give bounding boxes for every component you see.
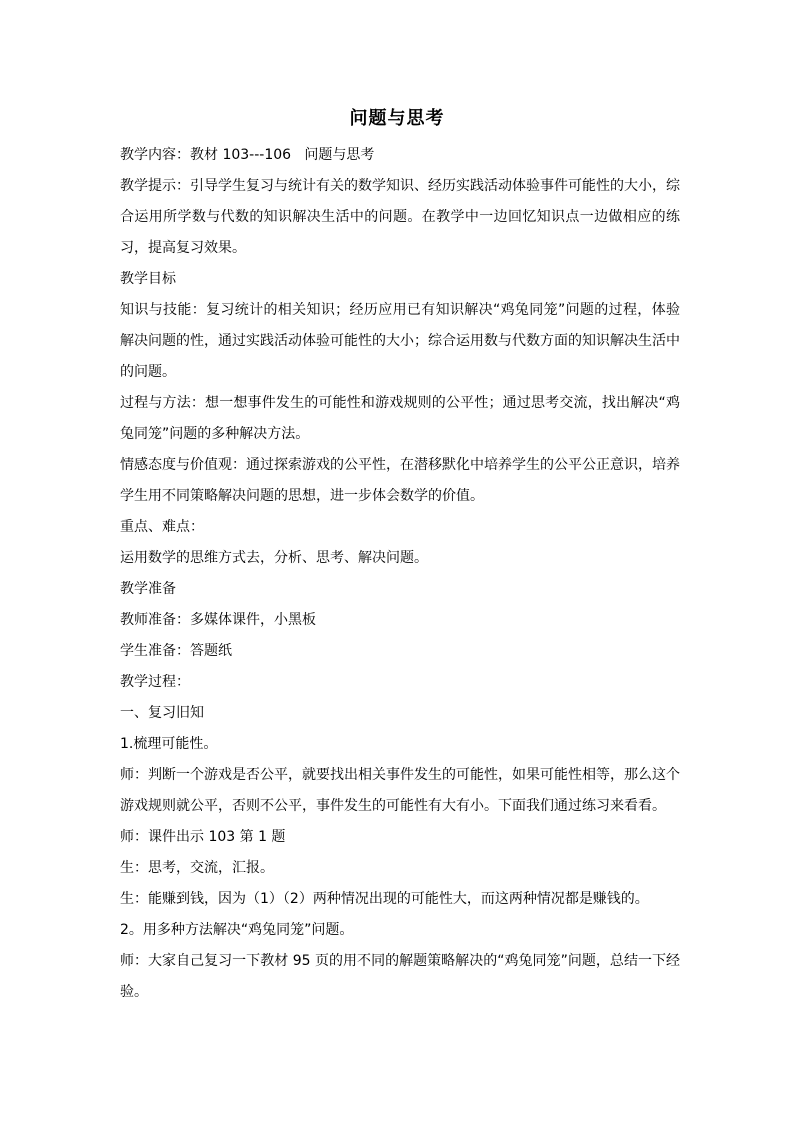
paragraph-emotion-values: 情感态度与价值观：通过探索游戏的公平性，在潜移默化中培养学生的公平公正意识，培养学生用不同策略解决问题的思想，进一步体会数学的价值。: [120, 457, 680, 504]
paragraph-review-item-1: 1.梳理可能性。: [120, 736, 218, 752]
paragraph-teacher-2: 师：课件出示 103 第 1 题: [120, 829, 286, 845]
paragraph-student-1: 生：思考，交流，汇报。: [120, 860, 274, 876]
document-title: 问题与思考: [349, 108, 445, 129]
paragraph-teacher-3: 师：大家自己复习一下教材 95 页的用不同的解题策略解决的“鸡兔同笼”问题，总结一下经验。: [120, 953, 680, 1000]
paragraph-key-points: 运用数学的思维方式去，分析、思考、解决问题。: [120, 550, 428, 566]
heading-teaching-goals: 教学目标: [120, 271, 176, 287]
heading-review: 一、复习旧知: [120, 705, 204, 721]
paragraph-review-item-2: 2。用多种方法解决“鸡兔同笼”问题。: [120, 922, 354, 938]
paragraph-teacher-1: 师：判断一个游戏是否公平，就要找出相关事件发生的可能性，如果可能性相等，那么这个游戏规则就公平，否则不公平，事件发生的可能性有大有小。下面我们通过练习来看看。: [120, 767, 680, 814]
paragraph-teacher-prep: 教师准备：多媒体课件，小黑板: [120, 612, 316, 628]
paragraph-student-prep: 学生准备：答题纸: [120, 643, 232, 659]
heading-preparation: 教学准备: [120, 581, 176, 597]
paragraph-knowledge-skills: 知识与技能：复习统计的相关知识；经历应用已有知识解决“鸡兔同笼”问题的过程，体验解决问题的性，通过实践活动体验可能性的大小；综合运用数与代数方面的知识解决生活中的问题。: [120, 302, 680, 380]
document-body: [120, 140, 680, 1008]
paragraph-teaching-hint: 教学提示：引导学生复习与统计有关的数学知识、经历实践活动体验事件可能性的大小，综合运用所学数与代数的知识解决生活中的问题。在教学中一边回忆知识点一边做相应的练习，提高复习效果。: [120, 178, 680, 256]
heading-key-points: 重点、难点：: [120, 519, 204, 535]
heading-teaching-process: 教学过程：: [120, 674, 190, 690]
paragraph-teaching-content: 教学内容：教材 103---106 问题与思考: [120, 147, 375, 163]
paragraph-process-method: 过程与方法：想一想事件发生的可能性和游戏规则的公平性；通过思考交流，找出解决“鸡兔同笼”问题的多种解决方法。: [120, 395, 680, 442]
paragraph-student-2: 生：能赚到钱，因为（1）（2）两种情况出现的可能性大，而这两种情况都是赚钱的。: [120, 891, 649, 907]
